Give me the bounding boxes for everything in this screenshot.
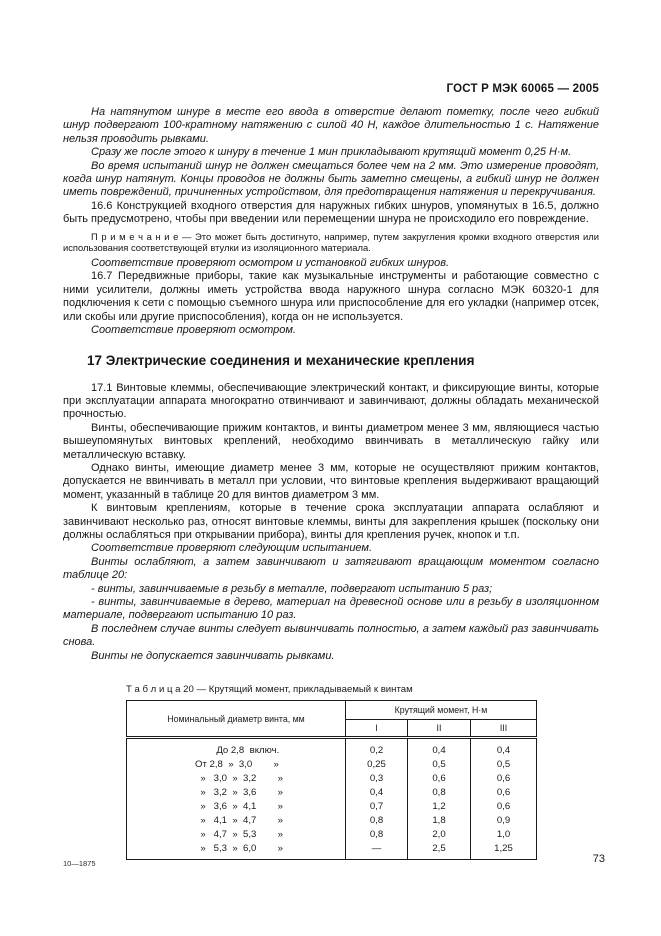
torque-value-cell: 0,6 [408, 771, 471, 785]
torque-class-header: II [408, 720, 471, 738]
torque-value-cell: 0,8 [346, 813, 408, 827]
paragraph: 17.1 Винтовые клеммы, обеспечивающие электрический контакт, и фиксирующие винты, которые при эксплуатации аппарата многократно отвинчивают и завинчивают, должны обладать механической прочностью. [63, 381, 599, 421]
torque-value-cell: 0,5 [471, 757, 537, 771]
torque-value-cell: 0,2 [346, 738, 408, 758]
paragraph: Винты ослабляют, а затем завинчивают и затягивают вращающим моментом согласно таблице 20: [63, 555, 599, 582]
table-row [127, 813, 537, 827]
note-paragraph: П р и м е ч а н и е — Это может быть достигнуто, например, путем закругления кромки входного отверстия или использования соответствующей втулки из изоляционного материала. [63, 230, 599, 254]
diameter-cell: » 4,1 » 4,7 » [195, 814, 283, 826]
torque-value-cell: 0,6 [471, 799, 537, 813]
page-number: 73 [592, 853, 605, 865]
print-order-number: 10—1875 [63, 859, 96, 868]
diameter-cell: От 2,8 » 3,0 » [195, 758, 279, 770]
torque-class-header: I [346, 720, 408, 738]
paragraph: - винты, завинчиваемые в дерево, материал на древесной основе или в резьбу в изоляционном материале, подвергают испытанию 10 раз. [63, 596, 599, 622]
paragraph: 16.6 Конструкцией входного отверстия для наружных гибких шнуров, упомянутых в 16.5, должно быть предусмотрено, чтобы при введении или перемещении шнура не происходило его повреждение. [63, 199, 599, 226]
torque-value-cell: 0,3 [346, 771, 408, 785]
torque-value-cell: 0,25 [346, 757, 408, 771]
diameter-cell: » 4,7 » 5,3 » [195, 828, 283, 840]
torque-class-header: III [471, 720, 537, 738]
paragraph: Однако винты, имеющие диаметр менее 3 мм, которые не осуществляют прижим контактов, допускается не ввинчивать в металл при условии, что винтовые крепления выдерживают вращающий момент, указанный в таблице 20 для винтов диаметром 3 мм. [63, 461, 599, 501]
table-row [127, 799, 537, 813]
paragraph: Соответствие проверяют осмотром. [91, 324, 296, 337]
torque-value-cell: 0,9 [471, 813, 537, 827]
torque-table [126, 700, 537, 860]
table-caption: Т а б л и ц а 20 — Крутящий момент, прикладываемый к винтам [126, 684, 413, 695]
table-row [127, 771, 537, 785]
torque-value-cell: 1,2 [408, 799, 471, 813]
torque-value-cell: 0,4 [408, 738, 471, 758]
diameter-cell: » 3,0 » 3,2 » [195, 772, 283, 784]
paragraph: В последнем случае винты следует вывинчивать полностью, а затем каждый раз завинчивать снова. [63, 622, 599, 649]
document-body [63, 106, 599, 663]
torque-value-cell: 0,6 [471, 785, 537, 799]
torque-value-cell: 1,25 [471, 841, 537, 860]
table-row [127, 757, 537, 771]
table-row [127, 841, 537, 860]
table-row [127, 738, 537, 758]
diameter-cell: » 3,6 » 4,1 » [195, 800, 283, 812]
torque-value-cell: 2,0 [408, 827, 471, 841]
torque-value-cell: 0,4 [346, 785, 408, 799]
torque-value-cell: 0,8 [408, 785, 471, 799]
table-row [127, 827, 537, 841]
torque-value-cell: 0,8 [346, 827, 408, 841]
table-row [127, 785, 537, 799]
torque-value-cell: 0,6 [471, 771, 537, 785]
paragraph: Соответствие проверяют следующим испытанием. [91, 542, 373, 555]
torque-value-cell: 0,5 [408, 757, 471, 771]
torque-value-cell: — [346, 841, 408, 860]
diameter-cell: До 2,8 включ. [195, 744, 280, 756]
torque-value-cell: 0,4 [471, 738, 537, 758]
torque-table-head [127, 701, 537, 738]
paragraph: Сразу же после этого к шнуру в течение 1 мин прикладывают крутящий момент 0,25 Н·м. [91, 146, 572, 159]
page-header: ГОСТ Р МЭК 60065 — 2005 [446, 83, 599, 95]
torque-value-cell: 2,5 [408, 841, 471, 860]
paragraph: Винты, обеспечивающие прижим контактов, и винты диаметром менее 3 мм, являющиеся частью вышеупомянутых винтовых креплений, необходимо ввинчивать в металлическую гайку или металлическую вставку. [63, 421, 599, 461]
paragraph: Соответствие проверяют осмотром и установкой гибких шнуров. [91, 257, 450, 270]
paragraph: 16.7 Передвижные приборы, такие как музыкальные инструменты и работающие совместно с ними усилители, должны иметь устройства ввода наружного шнура согласно МЭК 60320-1 для подключения к сети с помощью съемного шнура или приспособление для его укладки (например отсек, или скобы или другие приспособления), когда он не используется. [63, 270, 599, 323]
diameter-cell: » 5,3 » 6,0 » [195, 842, 283, 854]
paragraph: Винты не допускается завинчивать рывками. [91, 649, 335, 662]
torque-value-cell: 1,8 [408, 813, 471, 827]
section-heading: 17 Электрические соединения и механические крепления [87, 352, 475, 368]
paragraph: К винтовым креплениям, которые в течение срока эксплуатации аппарата ослабляют и завинчивают несколько раз, относят винтовые клеммы, винты для закрепления крышек (поскольку они должны ослабляться при открывании прибора), винты для крепления ручек, кнопок и т.п. [63, 502, 599, 541]
torque-value-cell: 1,0 [471, 827, 537, 841]
diameter-cell: » 3,2 » 3,6 » [195, 786, 283, 798]
torque-value-cell: 0,7 [346, 799, 408, 813]
col-header-torque: Крутящий момент, Н·м [346, 701, 537, 720]
paragraph: Во время испытаний шнур не должен смещаться более чем на 2 мм. Это измерение проводят, когда шнур натянут. Концы проводов не должны быть заметно смещены, а гибкий шнур не должен иметь повреждений, причиненных устройством, для предотвращения натяжения и перекручивания. [63, 159, 599, 199]
paragraph: На натянутом шнуре в месте его ввода в отверстие делают пометку, после чего гибкий шнур подвергают 100-кратному натяжению с силой 40 Н, каждое длительностью 1 с. Натяжение нельзя проводить рывками. [63, 106, 599, 145]
torque-table-body [127, 738, 537, 860]
paragraph: - винты, завинчиваемые в резьбу в металле, подвергают испытанию 5 раз; [91, 582, 493, 595]
col-header-diameter: Номинальный диаметр винта, мм [127, 701, 346, 738]
